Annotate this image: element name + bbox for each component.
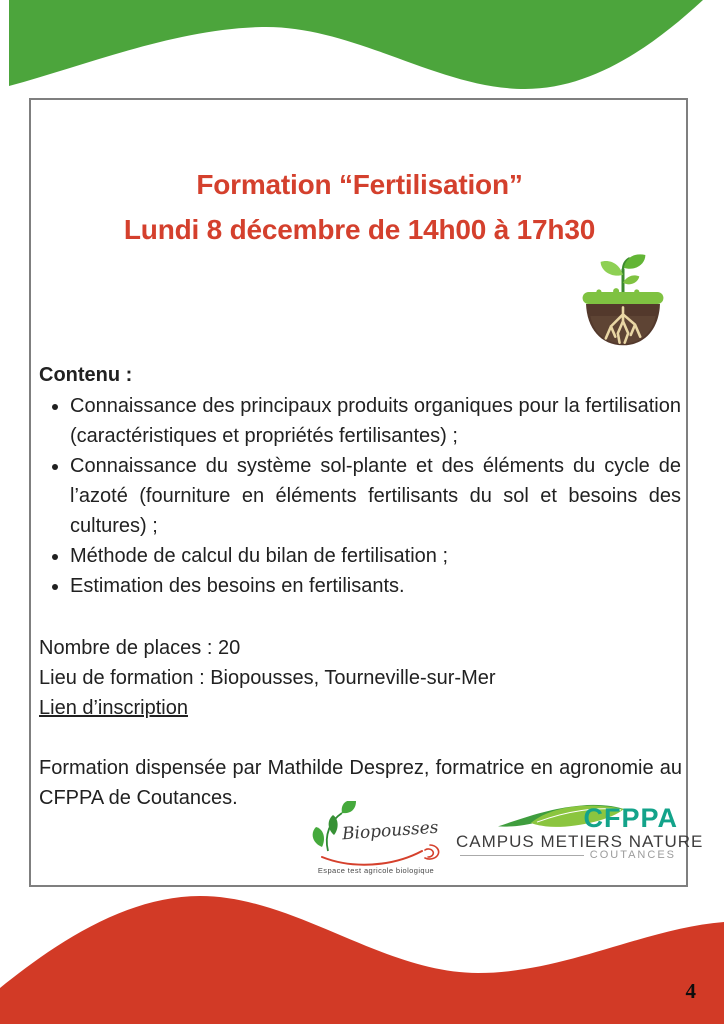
places-line: Nombre de places : 20: [39, 637, 241, 659]
course-details: [37, 633, 682, 723]
biopousses-logo-tagline: Espace test agricole biologique: [317, 866, 435, 875]
content-box: [29, 98, 704, 887]
cfppa-logo-bottom: [460, 849, 676, 861]
seedling-soil-icon: [580, 254, 666, 354]
bottom-wave-decoration: [0, 884, 724, 1024]
contenu-heading: Contenu :: [39, 364, 133, 386]
bullet-item: • Méthode de calcul du bilan de fertilisation ;: [70, 541, 682, 571]
trainer-paragraph: Formation dispensée par Mathilde Desprez, formatrice en agronomie au CFPPA de Coutances.: [39, 757, 682, 809]
title-line-1: Formation “Fertilisation”: [196, 169, 523, 200]
inscription-link[interactable]: Lien d’inscription: [39, 697, 188, 719]
content-bullet-list: [37, 391, 682, 601]
cfppa-logo-campus-text: CAMPUS METIERS NATURE: [456, 832, 704, 851]
location-line: Lieu de formation : Biopousses, Tourneville-sur-Mer: [39, 667, 496, 689]
cfppa-logo: [456, 801, 704, 863]
biopousses-logo: [312, 801, 440, 875]
cfppa-logo-city: COUTANCES: [589, 849, 676, 861]
bullet-item: • Estimation des besoins en fertilisants.: [70, 571, 682, 601]
plant-illustration-row: [37, 254, 682, 354]
bullet-item: • Connaissance des principaux produits organiques pour la fertilisation (caractéristiques et propriétés fertilisantes) ;: [70, 391, 682, 451]
page-title: [37, 162, 682, 252]
page-number: 4: [685, 979, 696, 1003]
biopousses-logo-name: Biopousses: [341, 817, 440, 845]
logo-row: [312, 801, 704, 875]
title-line-2: Lundi 8 décembre de 14h00 à 17h30: [123, 214, 596, 245]
cfppa-logo-acronym: CFPPA: [583, 803, 678, 833]
bullet-item: • Connaissance du système sol-plante et des éléments du cycle de l’azoté (fourniture en éléments fertilisants du sol et besoins des cultures) ;: [70, 451, 682, 541]
cfppa-rule-line: [460, 855, 584, 856]
